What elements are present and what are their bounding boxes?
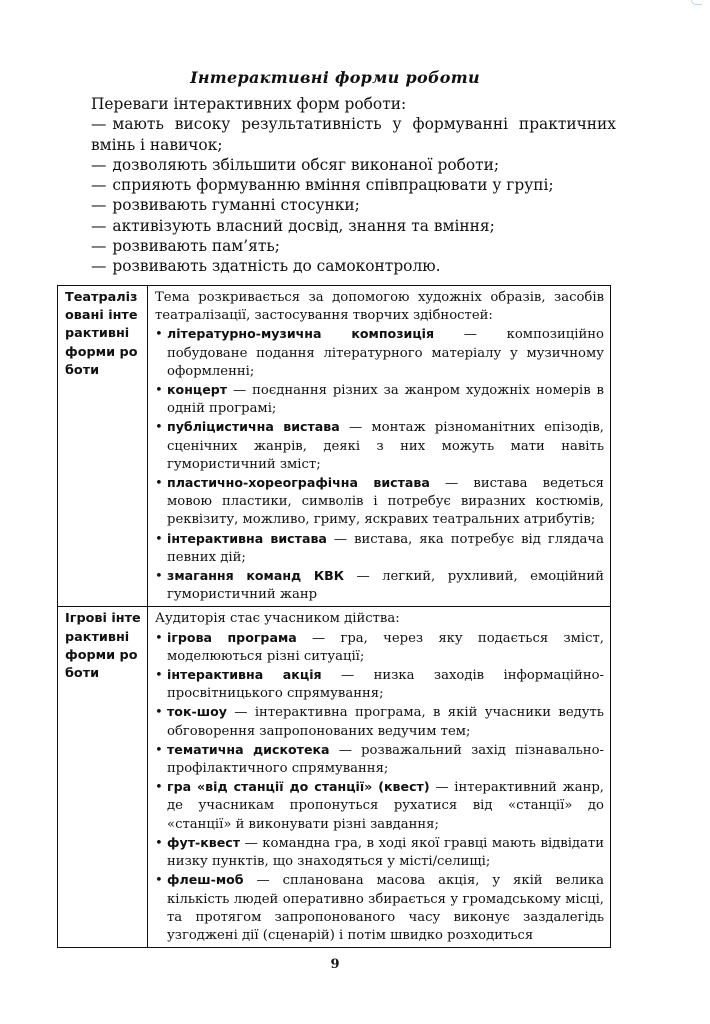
form-item [155,666,604,703]
form-description: — розважальний захід пізнавально-профілактичного спрямування; [167,742,604,777]
dash-marker: — [91,216,107,235]
advantage-text: мають високу результативність у формуванні практичних вмінь і навичок; [91,115,616,154]
form-term: тематична дискотека [167,741,330,757]
advantage-text: розвивають здатність до самоконтролю. [112,257,441,276]
form-list [155,629,604,945]
dash-marker: — [91,196,107,215]
description-intro: Тема розкривається за допомогою художніх образів, засобів театралізації, застосування творчих здібностей: [155,290,604,324]
advantage-item [91,155,616,175]
form-description: — низка заходів інформаційно-просвітницького спрямування; [167,668,604,702]
form-term: публіцистична вистава [167,419,340,435]
form-item [155,629,604,666]
form-list [155,325,604,604]
category-label: Театралізовані інтерактивні форми роботи [65,290,138,378]
bullet-marker: • [155,780,163,796]
form-description: — монтаж різноманітних епізодів, сценічних жанрів, деякі з них можуть мати навіть гумористичний зміст; [167,420,604,472]
bullet-marker: • [155,873,163,889]
form-description: — спланована масова акція, у якій велика кількість людей оперативно збирається у громадському місці, та протягом запропонованого часу виконує заздалегідь узгоджені дії (сценарій) і потім швидко розходиться [167,873,604,943]
form-term: ток-шоу [167,704,227,720]
bullet-marker: • [155,531,163,547]
advantage-item [91,256,616,276]
form-description: — композиційно побудоване подання літературного матеріалу у музичному оформленні; [167,327,604,379]
bullet-marker: • [155,476,163,492]
form-description: — командна гра, в ході якої гравці мають відвідати низку пунктів, що знаходяться у місті/селищі; [167,835,604,870]
form-term: ігрова програма [167,629,297,645]
form-term: пластично-хореографічна вистава [167,475,430,491]
interactive-forms-table [57,285,611,948]
form-item [155,418,604,474]
form-term: інтерактивна акція [167,667,322,683]
bullet-marker: • [155,705,163,721]
form-item [155,381,604,418]
dash-marker: — [91,176,107,195]
form-item [155,474,604,530]
advantage-item [91,175,616,195]
form-term: літературно-музична композиція [167,326,435,342]
form-description: — вистава ведеться мовою пластики, символів і потребує виразних костюмів, реквізиту, можливо, гриму, яскравих театральних атрибутів; [167,476,604,528]
dash-marker: — [91,237,107,256]
form-term: флеш-моб [167,872,244,888]
form-description: — легкий, рухливий, емоційний гумористичний жанр [167,569,605,603]
bullet-marker: • [155,742,163,758]
table-row-game [58,607,611,948]
advantages-section [91,94,616,277]
form-item [155,703,604,740]
advantage-item [91,195,616,215]
bullet-marker: • [155,383,163,399]
table-row-theatrical [58,286,611,607]
page-title: Інтерактивні форми роботи [190,68,480,87]
advantage-text: розвивають гуманні стосунки; [112,196,360,215]
category-cell [58,607,148,948]
dash-marker: — [91,257,107,276]
category-cell [58,286,148,607]
description-intro: Аудиторія стає учасником дійства: [155,611,400,627]
form-item [155,834,604,871]
bullet-marker: • [155,668,163,684]
form-term: фут-квест [167,834,241,850]
form-item [155,778,604,834]
form-description: — гра, через яку подається зміст, моделюються різні ситуації; [167,630,604,664]
description-cell [148,607,611,948]
advantage-text: активізують власний досвід, знання та вміння; [112,216,495,235]
advantage-item [91,216,616,236]
form-item [155,325,604,381]
form-description: — вистава, яка потребує від глядача певних дій; [167,531,604,565]
category-label: Ігрові інтерактивні форми роботи [65,611,141,682]
form-term: змагання команд КВК [167,568,345,584]
form-item [155,871,604,945]
corner-mark [691,0,702,5]
page-number: 9 [330,957,340,972]
bullet-marker: • [155,420,163,436]
form-item [155,567,604,604]
form-description: — інтерактивна програма, в якій учасники ведуть обговорення запропонованих ведучим тем; [167,705,604,739]
advantages-heading: Переваги інтерактивних форм роботи: [91,95,407,113]
form-term: інтерактивна вистава [167,530,327,546]
dash-marker: — [91,115,107,134]
form-description: — поєднання різних за жанром художніх номерів в одній програмі; [167,383,604,417]
advantage-text: розвивають пам’ять; [112,237,280,256]
dash-marker: — [91,155,107,174]
bullet-marker: • [155,569,163,585]
advantage-text: дозволяють збільшити обсяг виконаної роботи; [112,155,500,174]
advantage-item [91,114,616,155]
form-term: концерт [167,382,228,398]
bullet-marker: • [155,630,163,646]
advantages-list [91,114,616,276]
form-item [155,530,604,567]
bullet-marker: • [155,327,163,343]
form-term: гра «від станції до станції» (квест) [167,779,430,795]
description-cell [148,286,611,607]
bullet-marker: • [155,835,163,851]
form-description: — інтерактивний жанр, де учасникам пропонуться рухатися від «станції» до «станції» й виконувати різні завдання; [167,780,604,832]
advantage-text: сприяють формуванню вміння співпрацювати у групі; [112,176,554,195]
advantage-item [91,236,616,256]
form-item [155,741,604,778]
